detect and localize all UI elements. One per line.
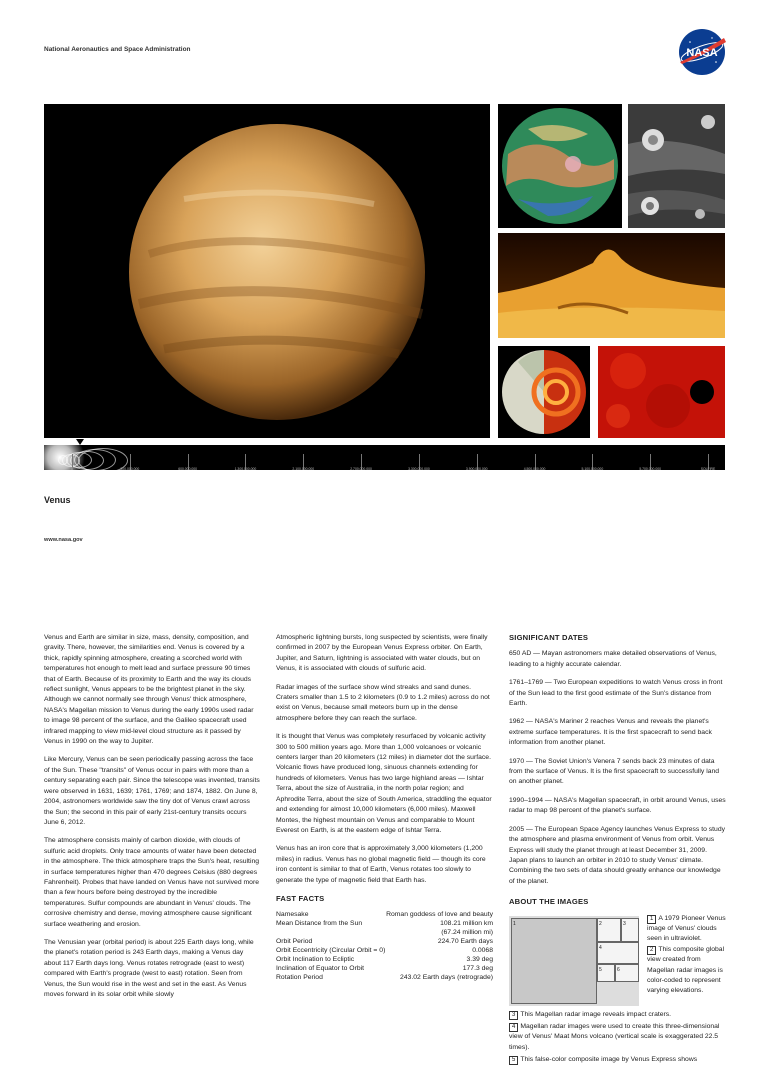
image-caption — [509, 1010, 727, 1020]
fact-label: Mean Distance from the Sun — [276, 920, 363, 928]
venus-express-composite-image — [498, 346, 590, 438]
fact-label: Rotation Period — [276, 974, 323, 982]
caption-number: 4 — [509, 1023, 518, 1032]
date-entry: 1970 — The Soviet Union's Venera 7 sends back 23 minutes of data from the surface of Venus. It is the first spacecraft to successfully land on another planet. — [509, 757, 720, 786]
fact-value: 243.02 Earth days (retrograde) — [400, 974, 493, 982]
body-paragraph: Atmospheric lightning bursts, long suspected by scientists, were finally confirmed in 2007 by the European Venus Express orbiter. On Earth, Jupiter, and Saturn, lightning is associated with water clouds, but on Venus, it is associated with clouds of sulfuric acid. — [276, 634, 488, 673]
fact-row — [276, 919, 493, 928]
venus-impact-craters-image — [628, 104, 725, 228]
caption-number: 1 — [647, 915, 656, 924]
website-link[interactable]: www.nasa.gov — [44, 537, 83, 543]
caption-number: 5 — [509, 1056, 518, 1065]
key-number: 4 — [599, 944, 602, 951]
scale-tick-label: 1,300,000,000 — [234, 467, 257, 470]
key-box — [597, 918, 621, 942]
fact-value: 0.0068 — [472, 947, 493, 955]
fact-value: Roman goddess of love and beauty — [386, 911, 493, 919]
caption-text: This false-color composite image by Venus Express shows — [520, 1056, 698, 1064]
date-entry: 1990–1994 — NASA's Magellan spacecraft, in orbit around Venus, uses radar to map 98 percent of the planet's surface. — [509, 796, 726, 815]
planet-marker-icon — [76, 439, 84, 445]
scale-tick-label: 5,700,000,000 — [639, 467, 662, 470]
scale-tick-label: 0 — [71, 467, 73, 470]
fact-value: (67.24 million mi) — [441, 929, 493, 937]
scale-tick-label: 4,500,000,000 — [523, 467, 546, 470]
intro-paragraph: Venus and Earth are similar in size, mass, density, composition, and gravity. There, however, the similarities end. Venus is covered by a thick, rapidly spinning atmosphere, creating a scorched world with temperatures hot enough to melt lead and surface pressure 90 times that of Earth. Because of its proximity to Earth and the way its clouds reflect sunlight, Venus appears to be the brightest planet in the sky. Although we cannot normally see through Venus' thick atmosphere, NASA's Magellan mission to Venus during the early 1990s used radar to image 98 percent of the surface, and the Galileo spacecraft used infrared mapping to view mid-level cloud structure as it passed by Venus in 1990 on the way to Jupiter. — [44, 634, 254, 746]
fact-label: Namesake — [276, 911, 309, 919]
image-key-diagram — [509, 916, 639, 1006]
maat-mons-volcano-image — [498, 233, 725, 338]
caption-text: This Magellan radar image reveals impact craters. — [520, 1010, 672, 1018]
key-box — [511, 918, 597, 1004]
fact-row — [276, 937, 493, 946]
key-box — [621, 918, 639, 942]
fact-label: Inclination of Equator to Orbit — [276, 965, 365, 973]
agency-name: National Aeronautics and Space Administration — [44, 46, 191, 53]
fast-facts-heading: FAST FACTS — [276, 893, 325, 903]
significant-dates-heading: SIGNIFICANT DATES — [509, 633, 589, 642]
fact-label: Orbit Period — [276, 938, 313, 946]
middle-column — [276, 633, 493, 982]
fact-row — [276, 910, 493, 919]
fact-label — [276, 928, 386, 937]
nasa-logo — [676, 26, 728, 78]
fast-facts-table — [276, 910, 493, 982]
date-entry: 2005 — The European Space Agency launches Venus Express to study the atmosphere and plasma environment of Venus from orbit. Venus Express will study the planet through at least December 31, 2009. Japan plans to launch an orbiter in 2010 to study Venus' climate. Combining the two sets of data should greatly enhance our knowledge of the planet. — [509, 825, 726, 885]
venus-ultraviolet-image — [44, 104, 490, 438]
scale-tick-label: 2,100,000,000 — [292, 467, 315, 470]
key-box — [597, 942, 639, 964]
scale-tick-label: 3,300,000,000 — [408, 467, 430, 470]
caption-number: 2 — [647, 946, 656, 955]
key-number: 6 — [617, 966, 620, 973]
about-images-heading: ABOUT THE IMAGES — [509, 897, 589, 907]
fact-row — [276, 973, 493, 982]
fact-row — [276, 928, 493, 937]
fact-row — [276, 964, 493, 973]
fact-value: 3.39 deg — [466, 956, 493, 964]
key-number: 2 — [599, 920, 602, 927]
key-box — [615, 964, 639, 982]
fact-label: Orbit Eccentricity (Circular Orbit = 0) — [276, 947, 386, 955]
scale-tick-label: 5,100,000,000 — [581, 467, 604, 470]
body-paragraph: It is thought that Venus was completely resurfaced by volcanic activity 300 to 500 million years ago. More than 1,000 volcanoes or volcanic centers larger than 20 kilometers (12 miles) in diameter dot the surface. Volcanic flows have produced long, sinuous channels extending for hundreds of kilometers. Venus has two large highland areas — Ishtar Terra, about the size of Australia, in the north polar region; and Aphrodite Terra, about the size of South America, straddling the equator and extending for almost 10,000 kilometers (6,000 miles). Maxwell Montes, the highest mountain on Venus and comparable to Mount Everest on Earth, is at the eastern edge of Ishtar Terra. — [276, 733, 492, 834]
image-caption — [509, 1022, 727, 1053]
svg-text:NASA: NASA — [686, 47, 718, 59]
caption-text: A 1979 Pioneer Venus image of Venus' clouds seen in ultraviolet. — [647, 914, 726, 943]
fact-value: 224.70 Earth days — [437, 938, 493, 946]
date-entry: 1761–1769 — Two European expeditions to watch Venus cross in front of the Sun lead to the first good estimate of the Sun's distance from Earth. — [509, 679, 723, 708]
date-entry: 1962 — NASA's Mariner 2 reaches Venus and reveals the planet's extreme surface temperatures. It is the first spacecraft to send back information from another planet. — [509, 718, 712, 747]
venus-radar-globe-image — [498, 104, 622, 228]
scale-tick-label: SOLFIRE — [700, 467, 716, 470]
date-entry: 650 AD — Mayan astronomers make detailed observations of Venus, leading to a highly accurate calendar. — [509, 650, 717, 668]
key-number: 1 — [513, 920, 516, 927]
body-paragraph: Venus has an iron core that is approximately 3,000 kilometers (1,200 miles) in radius. Venus has no global magnetic field — though its core iron content is similar to that of Earth, Venus rotates too slowly to generate the type of magnetic field that Earth has. — [276, 845, 486, 884]
scale-tick-label: 600,000,000 — [178, 467, 198, 470]
caption-number: 3 — [509, 1011, 518, 1020]
fact-row — [276, 946, 493, 955]
fact-value: 177.3 deg — [462, 965, 493, 973]
scale-tick-label: 3,900,000,000 — [465, 467, 488, 470]
intro-paragraph: Like Mercury, Venus can be seen periodically passing across the face of the Sun. These "transits" of Venus occur in pairs with more than a century separating each pair. Since the telescope was invented, transits were observed in 1631, 1639; 1761, 1769; and 1874, 1882. On June 8, 2004, astronomers worldwide saw the tiny dot of Venus crawl across the Sun; the second in this pair of early 21st-century transits occurs June 6, 2012. — [44, 756, 260, 826]
venus-transit-image — [598, 346, 725, 438]
page-title: Venus — [44, 495, 71, 505]
intro-paragraph: The atmosphere consists mainly of carbon dioxide, with clouds of sulfuric acid droplets. Only trace amounts of water have been detected in the atmosphere. The thick atmosphere traps the Sun's heat, resulting in surface temperatures higher than 470 degrees Celsius (880 degrees Fahrenheit). Probes that have landed on Venus have not survived more than a few hours before being destroyed by the incredible temperatures. Sulfur compounds are abundant in Venus' clouds. The corrosive chemistry and dense, moving atmosphere cause significant surface weathering and erosion. — [44, 837, 260, 928]
intro-paragraph: The Venusian year (orbital period) is about 225 Earth days long, while the planet's rotation period is 243 Earth days, making a Venus day about 117 Earth days long. Venus rotates retrograde (east to west) compared with Earth's prograde (west to east) rotation. Seen from Venus, the Sun would rise in the west and set in the east. As Venus moves forward in its solar orbit while slowly — [44, 938, 254, 998]
key-number: 5 — [599, 966, 602, 973]
fact-value: 108.21 million km — [440, 920, 493, 928]
image-caption — [509, 1055, 727, 1065]
scale-tick-label: 2,700,000,000 — [350, 467, 372, 470]
fact-label: Orbit Inclination to Ecliptic — [276, 956, 355, 964]
right-column — [509, 633, 727, 1066]
caption-text: This composite global view created from Magellan radar images is color-coded to represent varying elevations. — [647, 945, 725, 995]
caption-text: Magellan radar images were used to create this three-dimensional view of Venus' Maat Mons volcano (vertical scale is exaggerated 22.5 times). — [509, 1022, 720, 1051]
fact-row — [276, 955, 493, 964]
key-number: 3 — [623, 920, 626, 927]
scale-tick-label: 300,000,000 — [120, 467, 140, 470]
solar-system-scale-bar — [44, 445, 725, 470]
body-paragraph: Radar images of the surface show wind streaks and sand dunes. Craters smaller than 1.5 to 2 kilometers (0.9 to 1.2 miles) across do not exist on Venus, because small meteors burn up in the dense atmosphere before they can reach the surface. — [276, 683, 490, 722]
intro-column — [44, 633, 260, 1008]
key-box — [597, 964, 615, 982]
